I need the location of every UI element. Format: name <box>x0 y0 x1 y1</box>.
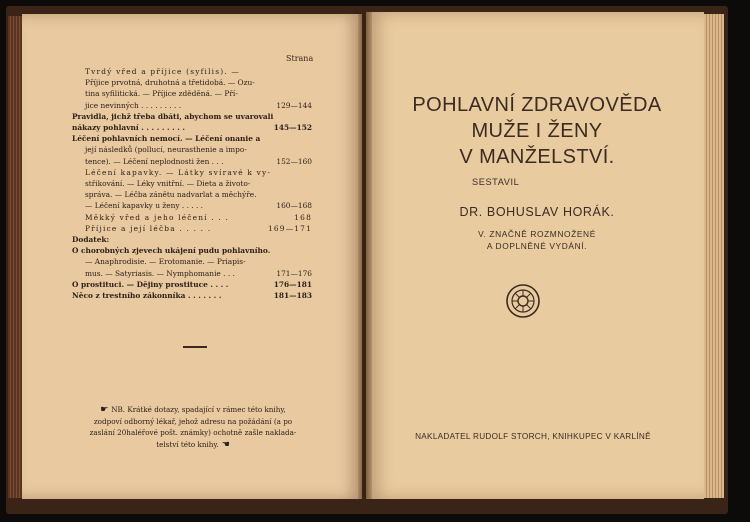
toc-entry <box>72 100 312 111</box>
toc-entry-page: 181—183 <box>273 291 312 301</box>
toc-entry-text: O prostituci. — Dějiny prostituce . . . . <box>72 279 229 289</box>
toc-entry <box>72 88 312 99</box>
pointing-hand-icon: ☛ <box>100 405 112 415</box>
toc-entry-text: mus. — Satyriasis. — Nymphomanie . . . <box>85 268 235 278</box>
toc-entry-text: nákazy pohlavní . . . . . . . . . <box>72 123 185 133</box>
toc-entry <box>72 133 312 144</box>
toc-entry <box>72 144 312 155</box>
publisher-line: NAKLADATEL RUDOLF STORCH, KNIHKUPEC V KARLÍNĚ <box>415 432 651 441</box>
toc-entry-text: Léčení pohlavních nemocí. — Léčení onanie a <box>72 134 261 144</box>
pointing-hand-icon: ☚ <box>218 439 230 450</box>
book-title <box>392 92 682 170</box>
toc-entry-text: O chorobných zjevech ukájení pudu pohlavního. <box>72 246 271 256</box>
toc-entry-text: Dodatek: <box>72 235 110 245</box>
toc-entry <box>72 167 312 178</box>
right-page-edges <box>704 14 724 498</box>
toc-entry-text: Něco z trestního zákonníka . . . . . . . <box>72 291 222 301</box>
toc-entry-text: jice nevinných . . . . . . . . . <box>85 100 182 110</box>
toc-entry <box>72 234 312 245</box>
toc-entry <box>72 290 312 301</box>
toc-entry-text: Měkký vřed a jeho léčení . . . <box>85 212 230 222</box>
right-page <box>366 12 704 499</box>
footnote-line: telství této knihy. ☚ <box>156 439 230 450</box>
toc-entry <box>72 156 312 167</box>
toc-entry <box>72 279 312 290</box>
toc-entry <box>72 223 312 234</box>
toc-entry-page: 169—171 <box>267 223 312 233</box>
edition-line: A DOPLNĚNÉ VYDÁNÍ. <box>486 241 588 251</box>
left-page-edges <box>8 16 22 498</box>
toc-entry-text: Příjice a její léčba . . . . . <box>85 223 212 233</box>
toc-entry-page: 129—144 <box>276 100 312 110</box>
footnote <box>74 404 312 451</box>
toc-entry-text: — Anaphrodisie. — Erotomanie. — Priapis- <box>85 257 246 267</box>
toc-entry <box>72 245 312 256</box>
toc-entry-text: střikování. — Léky vnitřní. — Dieta a životo- <box>85 179 251 189</box>
toc-entry <box>72 77 312 88</box>
rosette-ornament-icon <box>505 283 541 319</box>
toc-entry <box>72 189 312 200</box>
edition-line: V. ZNAČNĚ ROZMNOŽENÉ <box>478 229 596 239</box>
toc-entry <box>72 256 312 267</box>
toc-entry <box>72 212 312 223</box>
separator-line <box>183 346 207 348</box>
footnote-line: zaslání 20haléřové pošt. známky) ochotně zašle naklada- <box>89 428 297 438</box>
toc-entry-text: tence). — Léčení neplodnosti žen . . . <box>85 156 224 166</box>
title-line: V MANŽELSTVÍ. <box>459 146 615 168</box>
toc-entry-text: Léčení kapavky. — Látky svíravé k vy- <box>85 167 272 177</box>
toc-entry-text: její následků (pollucí, neurasthenie a impo- <box>85 145 247 155</box>
toc-entry-page: 145—152 <box>273 123 312 133</box>
toc-entry-page: 168 <box>294 212 312 222</box>
spine-gutter <box>358 12 372 500</box>
toc-entry-text: Pravidla, jichž třeba dbáti, abychom se uvarovali <box>72 111 274 121</box>
edition-statement <box>392 228 682 252</box>
toc-entry <box>72 200 312 211</box>
toc-entry-text: Tvrdý vřed a příjice (syfilis). — <box>85 67 240 76</box>
toc-entry-page: 176—181 <box>273 279 312 289</box>
toc-entry-text: tina syfilitická. — Příjice zděděná. — Pří- <box>85 89 238 99</box>
title-line: POHLAVNÍ ZDRAVOVĚDA <box>412 94 662 116</box>
title-line: MUŽE I ŽENY <box>471 120 603 142</box>
compiled-by-label: SESTAVIL <box>472 177 520 187</box>
author-name: DR. BOHUSLAV HORÁK. <box>459 205 615 219</box>
toc-entry <box>72 178 312 189</box>
toc-entry <box>72 122 312 133</box>
toc-entry-page: 171—176 <box>276 268 312 278</box>
page-column-header: Strana <box>286 54 314 63</box>
toc-entry-text: správa. — Léčba zánětu nadvarlat a měchýře. <box>85 190 257 200</box>
toc-entry-page: 160—168 <box>276 201 312 211</box>
table-of-contents <box>72 66 312 301</box>
toc-entry-text: Příjice prvotná, druhotná a třetidobá. — Ozu- <box>85 78 255 88</box>
toc-entry <box>72 66 312 77</box>
toc-entry <box>72 111 312 122</box>
toc-entry <box>72 268 312 279</box>
footnote-line: ☛ NB. Krátké dotazy, spadající v rámec této knihy, <box>100 405 286 415</box>
toc-entry-text: — Léčení kapavky u ženy . . . . . <box>85 201 204 211</box>
toc-entry-page: 152—160 <box>276 156 312 166</box>
footnote-line: zodpoví odborný lékař, jehož adresu na požádání (a po <box>93 417 293 427</box>
